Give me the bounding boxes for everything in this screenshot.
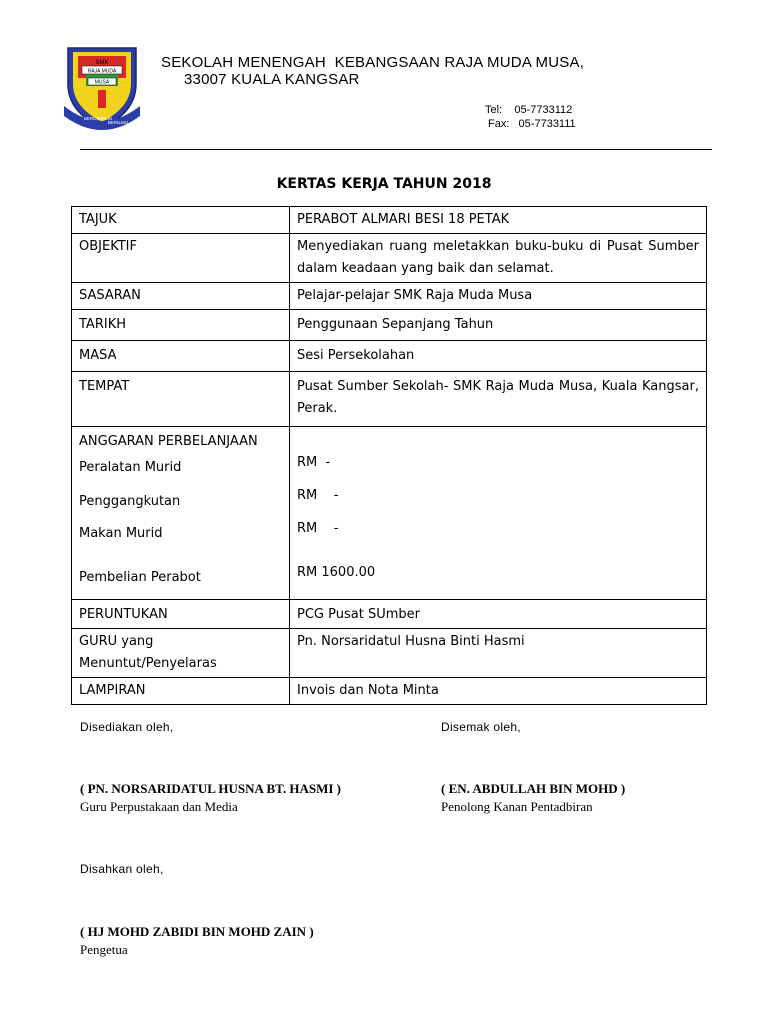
- svg-text:MUSA: MUSA: [94, 79, 110, 86]
- table-row: [72, 310, 707, 341]
- budget-item-name: Makan Murid: [79, 526, 163, 541]
- table-row: [72, 600, 707, 629]
- row-value: Penggunaan Sepanjang Tahun: [290, 310, 707, 341]
- checked-by-name: ( EN. ABDULLAH BIN MOHD ): [441, 781, 626, 796]
- row-label: SASARAN: [72, 283, 290, 310]
- row-label: LAMPIRAN: [72, 678, 290, 705]
- fax: Fax: 05-7733111: [488, 118, 576, 130]
- row-label: TARIKH: [72, 310, 290, 341]
- school-name: SEKOLAH MENENGAH KEBANGSAAN RAJA MUDA MUSA,: [161, 54, 585, 71]
- budget-amounts: [290, 427, 707, 600]
- row-value: PCG Pusat SUmber: [290, 600, 707, 629]
- budget-row: [72, 427, 707, 600]
- budget-item-amount: RM 1600.00: [297, 565, 376, 580]
- prepared-by-role: Guru Perpustakaan dan Media: [80, 799, 238, 814]
- row-value: Pusat Sumber Sekolah- SMK Raja Muda Musa, Kuala Kangsar, Perak.: [290, 372, 707, 427]
- table-row: [72, 372, 707, 427]
- school-address: 33007 KUALA KANGSAR: [184, 71, 360, 88]
- table-row: [72, 341, 707, 372]
- approved-by-name: ( HJ MOHD ZABIDI BIN MOHD ZAIN ): [80, 924, 314, 939]
- budget-item-amount: RM -: [297, 488, 339, 503]
- budget-item-amount: RM -: [297, 521, 339, 536]
- row-label: TAJUK: [72, 207, 290, 234]
- approved-by-label: Disahkan oleh,: [80, 862, 164, 876]
- prepared-by-name: ( PN. NORSARIDATUL HUSNA BT. HASMI ): [80, 781, 341, 796]
- approved-by-role: Pengetua: [80, 942, 128, 957]
- svg-text:RAJA MUDA: RAJA MUDA: [87, 68, 117, 75]
- svg-text:BERILMU: BERILMU: [108, 120, 129, 125]
- row-value: Pelajar-pelajar SMK Raja Muda Musa: [290, 283, 707, 310]
- table-row: [72, 678, 707, 705]
- checked-by-label: Disemak oleh,: [441, 720, 521, 734]
- table-row: [72, 234, 707, 283]
- school-logo: [62, 44, 142, 134]
- row-label: TEMPAT: [72, 372, 290, 427]
- budget-item-amount: RM -: [297, 455, 331, 470]
- checked-by-role: Penolong Kanan Pentadbiran: [441, 799, 593, 814]
- budget-labels: [72, 427, 290, 600]
- row-value: PERABOT ALMARI BESI 18 PETAK: [290, 207, 707, 234]
- table-row: [72, 629, 707, 678]
- header-divider: [80, 149, 712, 150]
- row-value: Invois dan Nota Minta: [290, 678, 707, 705]
- row-label: GURU yang Menuntut/Penyelaras: [72, 629, 290, 678]
- prepared-by-label: Disediakan oleh,: [80, 720, 174, 734]
- row-label: PERUNTUKAN: [72, 600, 290, 629]
- svg-text:BERDISIPLIN: BERDISIPLIN: [84, 116, 113, 121]
- row-value: Pn. Norsaridatul Husna Binti Hasmi: [290, 629, 707, 678]
- budget-item-name: Peralatan Murid: [79, 460, 182, 475]
- budget-item-name: Pembelian Perabot: [79, 570, 201, 585]
- svg-text:SMK: SMK: [95, 60, 109, 66]
- document-title: KERTAS KERJA TAHUN 2018: [276, 176, 492, 192]
- proposal-table: [71, 206, 707, 705]
- row-label: OBJEKTIF: [72, 234, 290, 283]
- row-value: Menyediakan ruang meletakkan buku-buku di Pusat Sumber dalam keadaan yang baik dan selamat.: [290, 234, 707, 283]
- budget-item-name: Penggangkutan: [79, 494, 181, 509]
- telephone: Tel: 05-7733112: [485, 104, 573, 116]
- budget-heading: ANGGARAN PERBELANJAAN: [79, 434, 258, 449]
- table-row: [72, 283, 707, 310]
- table-row: [72, 207, 707, 234]
- row-value: Sesi Persekolahan: [290, 341, 707, 372]
- row-label: MASA: [72, 341, 290, 372]
